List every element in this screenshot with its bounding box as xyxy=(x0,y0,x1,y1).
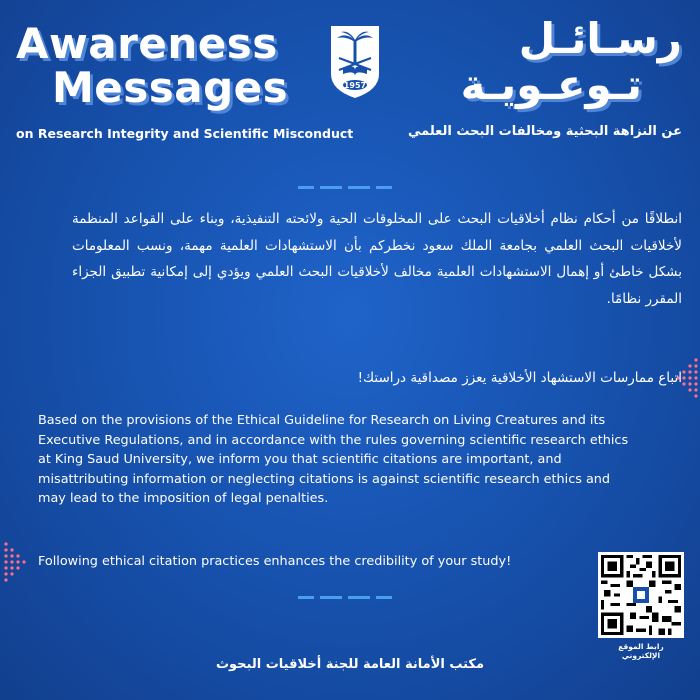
title-en-line2: Messages xyxy=(52,63,289,112)
title-en xyxy=(16,19,289,112)
university-logo-icon xyxy=(327,24,383,100)
body-english: Based on the provisions of the Ethical Guideline for Research on Living Creatures and its Executive Regulations, and in accordance with the rules governing scientific research ethics at King Saud University, we inform you that scientific citations are important, and misattributing information or neglecting citations is against scientific research ethics and may lead to the imposition of legal penalties. xyxy=(38,413,629,506)
title-ar-line2: تـوعـويـة xyxy=(460,60,642,109)
divider-dashes-bottom xyxy=(298,596,392,599)
qr-code[interactable] xyxy=(598,552,684,660)
divider-dashes-top xyxy=(298,186,392,189)
note-arabic: اتباع ممارسات الاستشهاد الأخلاقية يعزز مصداقية دراستك! xyxy=(357,370,682,386)
subtitle-ar: عن النزاهة البحثية ومخالفات البحث العلمي xyxy=(408,124,682,139)
qr-code-icon[interactable] xyxy=(598,552,684,638)
note-english: Following ethical citation practices enhances the credibility of your study! xyxy=(38,554,512,569)
footer-office-name: مكتب الأمانة العامة للجنة أخلاقيات البحوث xyxy=(215,657,485,672)
body-arabic xyxy=(72,206,682,312)
body-arabic-paragraph: انطلاقًا من أحكام نظام أخلاقيات البحث على المخلوقات الحية ولائحته التنفيذية، وبناء على القواعد المنظمة لأخلاقيات البحث العلمي بجامعة الملك سعود نخطركم بأن الاستشهادات العلمية مهمة، ونسب المعلومات بشكل خاطئ أو إهمال الاستشهادات العلمية مخالف لأخلاقيات البحث العلمي ويؤدي إلى إمكانية تطبيق الجزاء المقرر نظامًا. xyxy=(72,211,682,307)
title-ar-line1: رسـائـل xyxy=(518,14,682,63)
qr-label: رابط الموقع الإلكتروني xyxy=(618,642,664,660)
logo-year: 1957 xyxy=(343,81,367,90)
title-ar xyxy=(452,16,682,108)
dots-decoration-icon xyxy=(2,540,32,584)
subtitle-en: on Research Integrity and Scientific Misconduct xyxy=(16,126,354,141)
title-en-line1: Awareness xyxy=(16,19,278,68)
